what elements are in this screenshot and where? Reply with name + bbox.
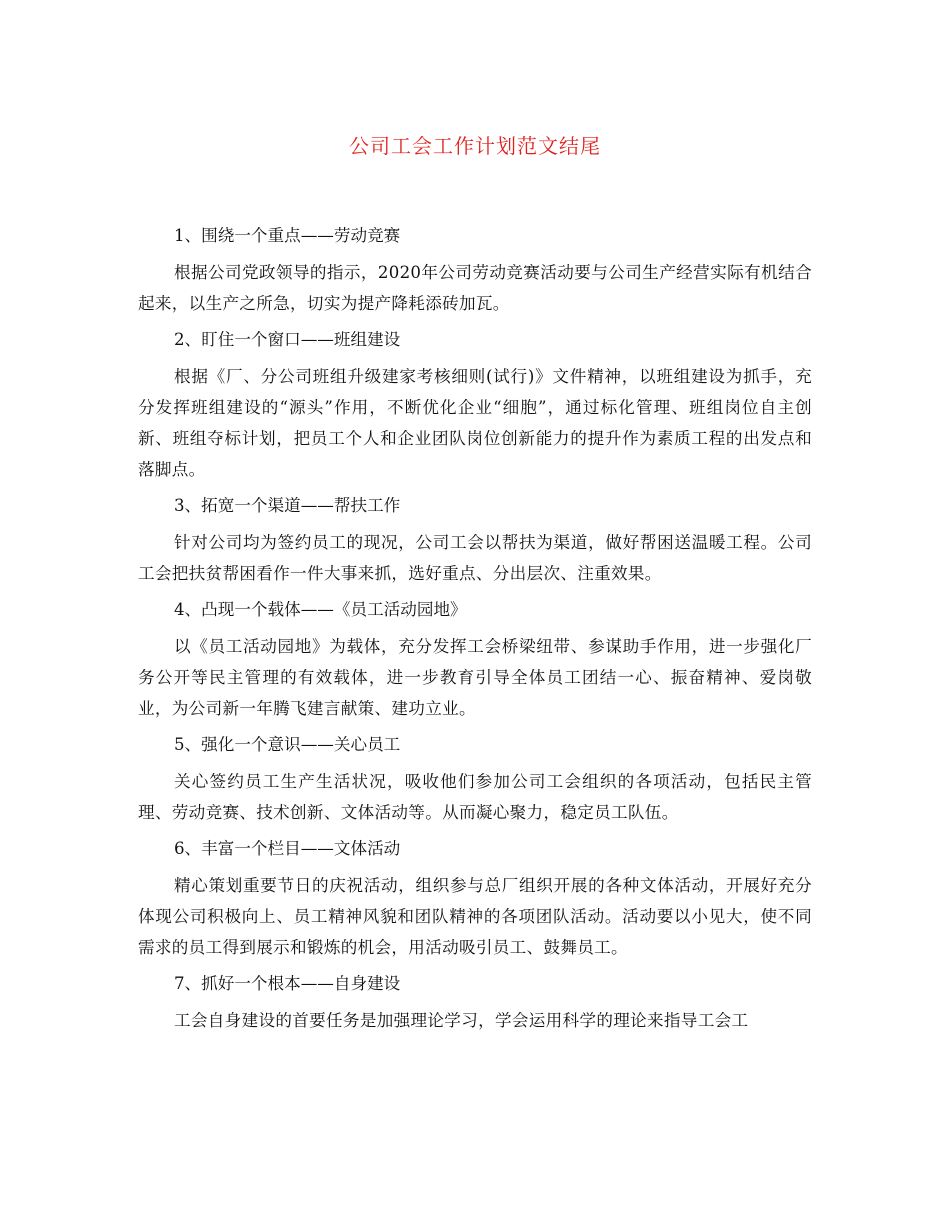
section-heading: 4、凸现一个载体——《员工活动园地》 <box>174 600 467 619</box>
document-title: 公司工会工作计划范文结尾 <box>349 134 601 158</box>
section-heading: 2、盯住一个窗口——班组建设 <box>174 330 401 349</box>
section-paragraph: 根据公司党政领导的指示，2020年公司劳动竞赛活动要与公司生产经营实际有机结合起来，以生产之所急，切实为提产降耗添砖加瓦。 <box>138 262 812 313</box>
section-heading: 1、围绕一个重点——劳动竞赛 <box>174 226 401 245</box>
section-paragraph: 针对公司均为签约员工的现况，公司工会以帮扶为渠道，做好帮困送温暖工程。公司工会把扶贫帮困看作一件大事来抓，选好重点、分出层次、注重效果。 <box>138 532 812 583</box>
section-heading: 3、拓宽一个渠道——帮扶工作 <box>174 496 401 515</box>
document-body <box>138 220 812 1041</box>
section-heading: 7、抓好一个根本——自身建设 <box>174 974 401 993</box>
section-paragraph: 以《员工活动园地》为载体，充分发挥工会桥梁纽带、参谋助手作用，进一步强化厂务公开等民主管理的有效载体，进一步教育引导全体员工团结一心、振奋精神、爱岗敬业，为公司新一年腾飞建言献策、建功立业。 <box>138 636 812 718</box>
section-heading: 5、强化一个意识——关心员工 <box>174 735 401 754</box>
section-paragraph: 根据《厂、分公司班组升级建家考核细则(试行)》文件精神，以班组建设为抓手，充分发挥班组建设的“源头”作用，不断优化企业“细胞”，通过标化管理、班组岗位自主创新、班组夺标计划，把员工个人和企业团队岗位创新能力的提升作为素质工程的出发点和落脚点。 <box>138 366 812 479</box>
section-paragraph: 工会自身建设的首要任务是加强理论学习，学会运用科学的理论来指导工会工 <box>174 1010 749 1030</box>
section-paragraph: 精心策划重要节日的庆祝活动，组织参与总厂组织开展的各种文体活动，开展好充分体现公司积极向上、员工精神风貌和团队精神的各项团队活动。活动要以小见大，使不同需求的员工得到展示和锻炼的机会，用活动吸引员工、鼓舞员工。 <box>138 875 812 957</box>
section-heading: 6、丰富一个栏目——文体活动 <box>174 839 401 858</box>
section-paragraph: 关心签约员工生产生活状况，吸收他们参加公司工会组织的各项活动，包括民主管理、劳动竞赛、技术创新、文体活动等。从而凝心聚力，稳定员工队伍。 <box>138 771 812 822</box>
